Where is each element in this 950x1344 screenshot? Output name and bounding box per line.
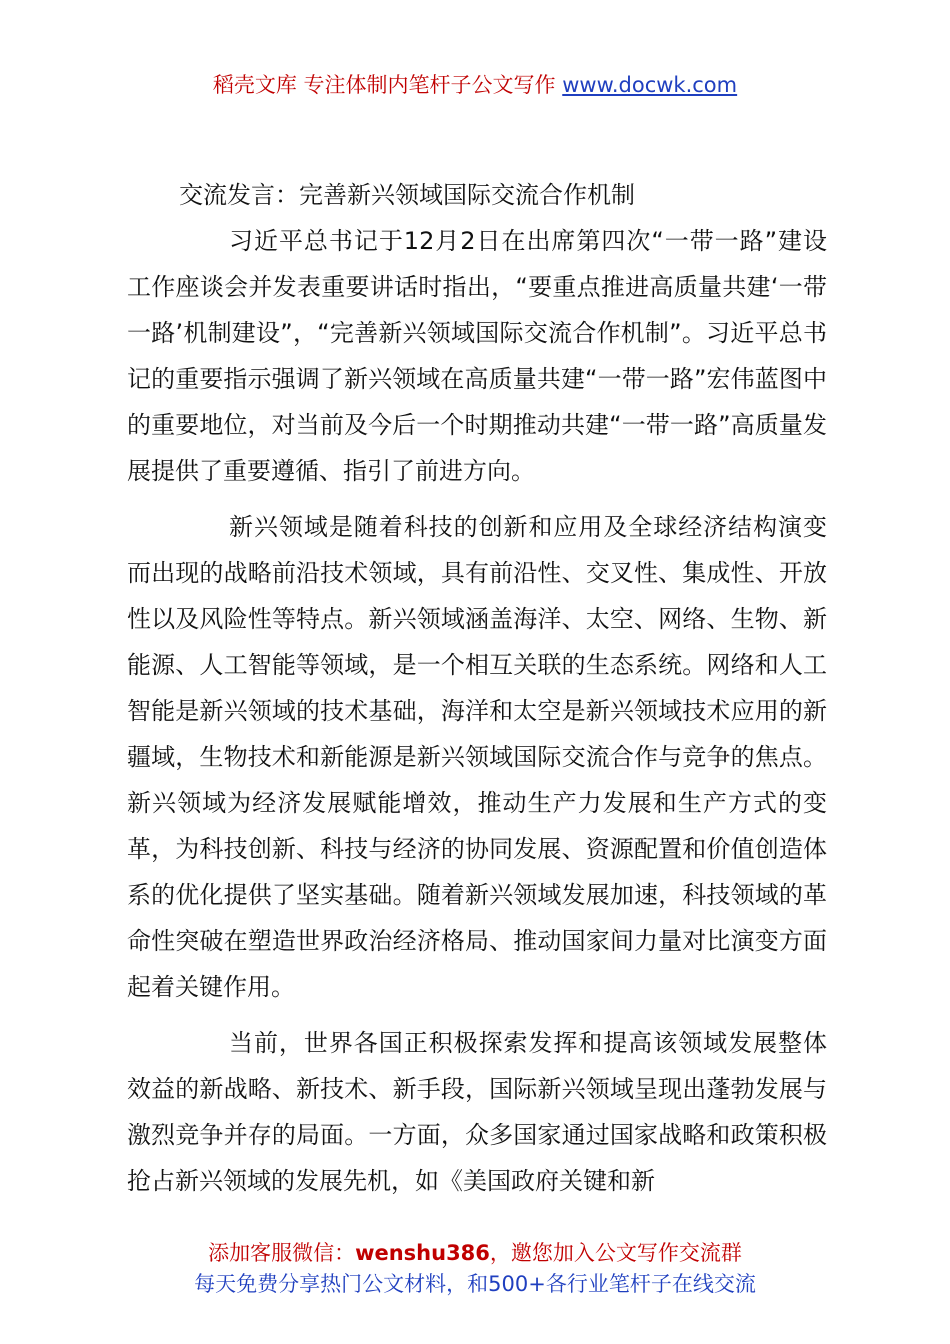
- footer-wechat-prefix: 添加客服微信：: [208, 1241, 356, 1265]
- paragraph-3: 当前，世界各国正积极探索发挥和提高该领域发展整体效益的新战略、新技术、新手段，国际新兴领域呈现出蓬勃发展与激烈竞争并存的局面。一方面，众多国家通过国家战略和政策积极抢占新兴领域的发展先机，如《美国政府关键和新: [127, 1029, 827, 1195]
- page-header: [0, 70, 950, 100]
- paragraph-2: 新兴领域是随着科技的创新和应用及全球经济结构演变而出现的战略前沿技术领域，具有前沿性、交叉性、集成性、开放性以及风险性等特点。新兴领域涵盖海洋、太空、网络、生物、新能源、人工智能等领域，是一个相互关联的生态系统。网络和人工智能是新兴领域的技术基础，海洋和太空是新兴领域技术应用的新疆域，生物技术和新能源是新兴领域国际交流合作与竞争的焦点。新兴领域为经济发展赋能增效，推动生产力发展和生产方式的变革，为科技创新、科技与经济的协同发展、资源配置和价值创造体系的优化提供了坚实基础。随着新兴领域发展加速，科技领域的革命性突破在塑造世界政治经济格局、推动国家间力量对比演变方面起着关键作用。: [127, 513, 827, 1001]
- header-url-link[interactable]: www.docwk.com: [562, 73, 738, 97]
- document-title: 交流发言：完善新兴领域国际交流合作机制: [179, 181, 635, 209]
- footer-wechat-id: wenshu386: [355, 1241, 490, 1265]
- footer-promo-line: 每天免费分享热门公文材料，和500+各行业笔杆子在线交流: [194, 1272, 756, 1296]
- footer-wechat-suffix: ，邀您加入公文写作交流群: [489, 1241, 742, 1265]
- document-body: [127, 172, 827, 1204]
- paragraph-1: 习近平总书记于12月2日在出席第四次“一带一路”建设工作座谈会并发表重要讲话时指出，“要重点推进高质量共建‘一带一路’机制建设”，“完善新兴领域国际交流合作机制”。习近平总书记的重要指示强调了新兴领域在高质量共建“一带一路”宏伟蓝图中的重要地位，对当前及今后一个时期推动共建“一带一路”高质量发展提供了重要遵循、指引了前进方向。: [127, 227, 827, 485]
- page-footer: [0, 1238, 950, 1300]
- footer-wechat-line: [0, 1238, 950, 1269]
- header-brand: 稻壳文库 专注体制内笔杆子公文写作: [212, 73, 556, 97]
